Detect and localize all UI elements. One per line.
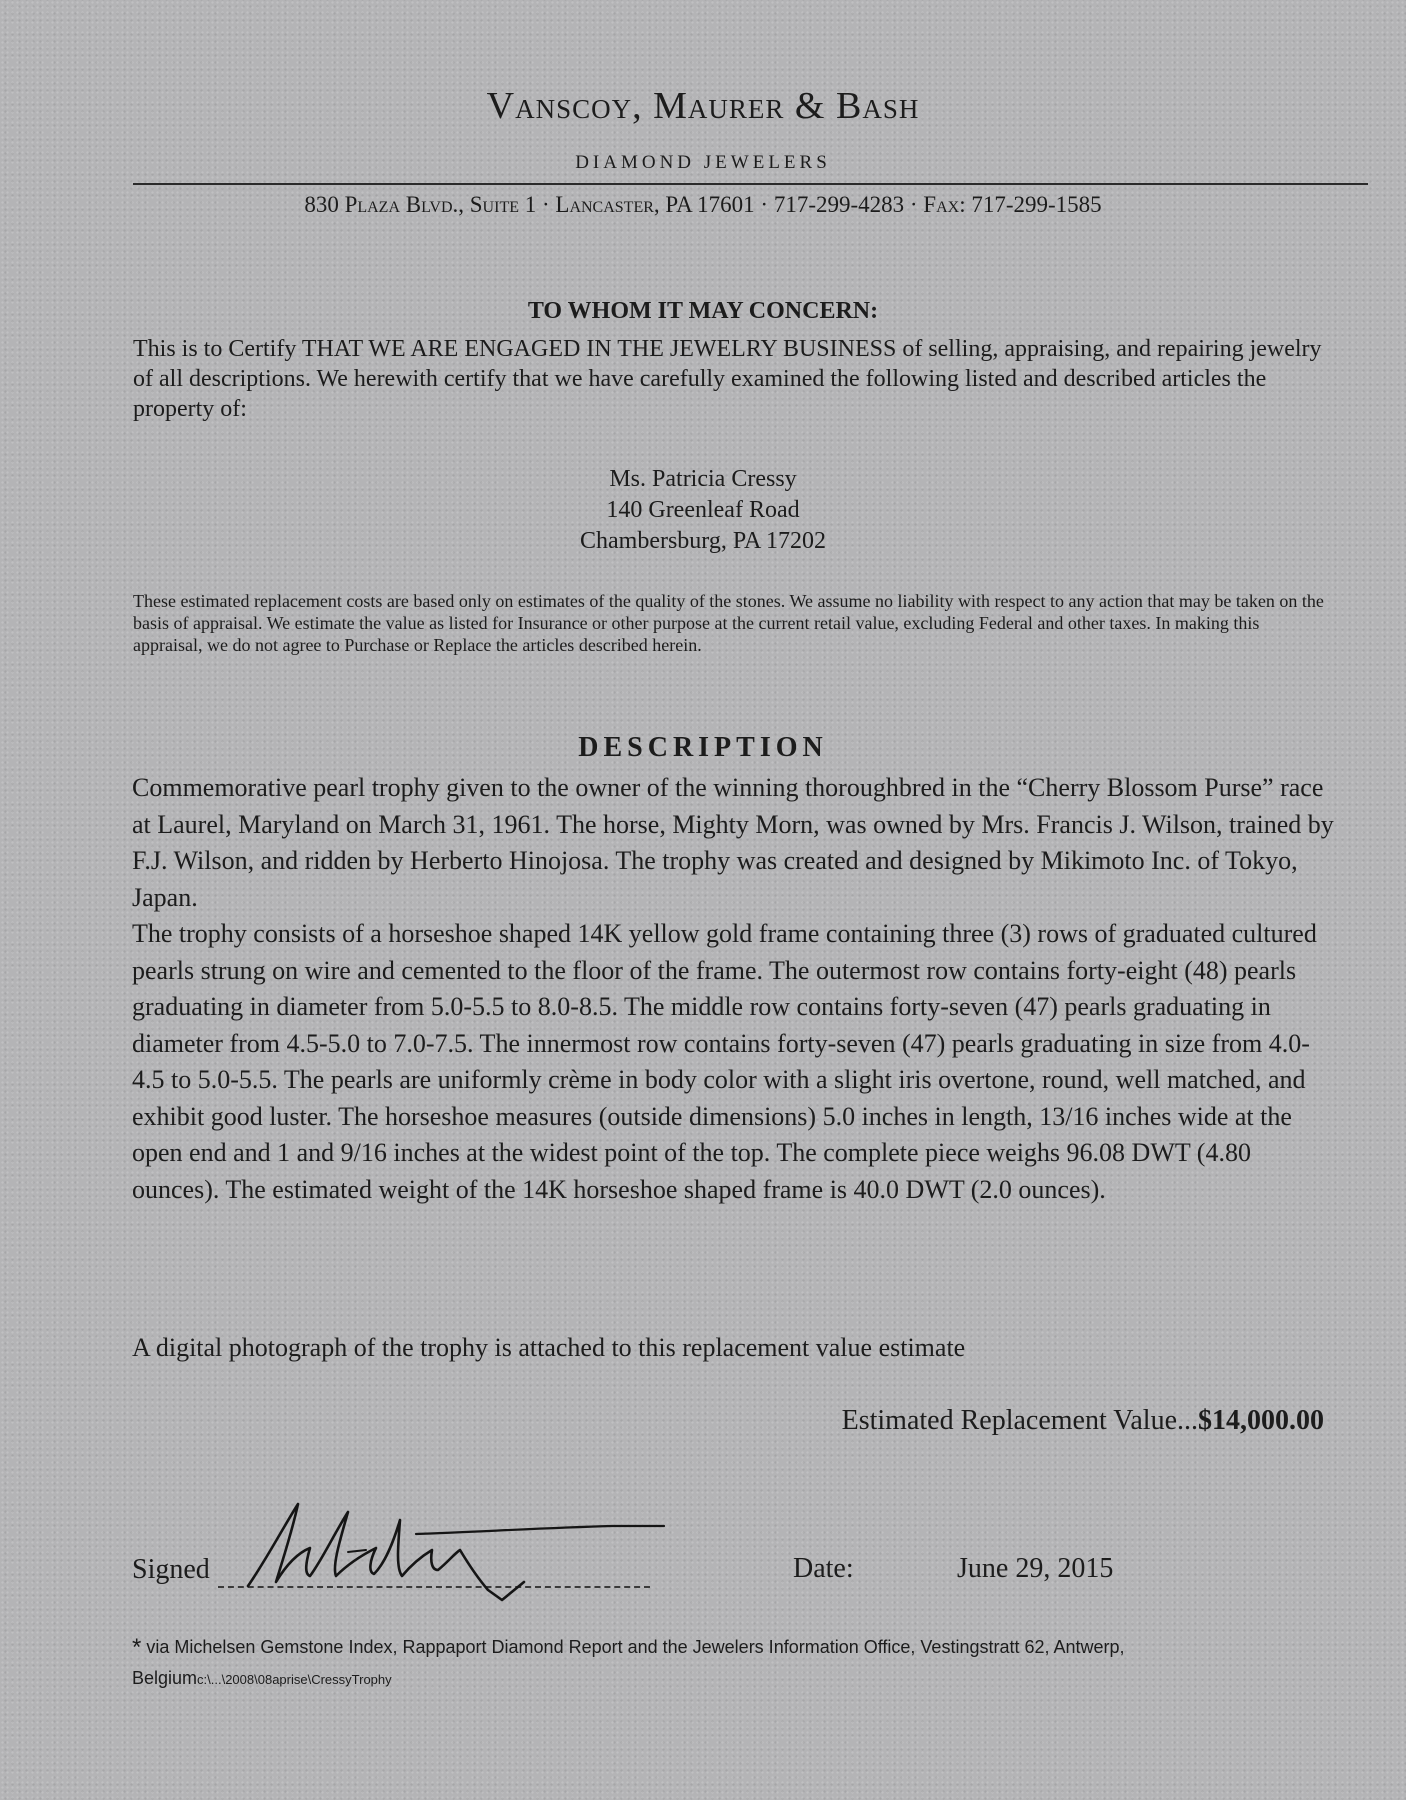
footnote-text: via Michelsen Gemstone Index, Rappaport Diamond Report and the Jewelers Information Office, Vestingstratt 62, Antwerp, Belgium: [132, 1637, 1125, 1688]
certification-intro: This is to Certify THAT WE ARE ENGAGED IN THE JEWELRY BUSINESS of selling, appraising, and repairing jewelry of all descriptions. We herewith certify that we have carefully examined the following listed and described articles the property of:: [133, 336, 1322, 422]
footnote-file-path: c:\...\2008\08aprise\CressyTrophy: [197, 1672, 392, 1687]
source-footnote: [132, 1632, 1332, 1695]
appraisal-disclaimer: These estimated replacement costs are based only on estimates of the quality of the stones. We assume no liability with respect to any action that may be taken on the basis of appraisal. We estimate the value as listed for Insurance or other purpose at the current retail value, excluding Federal and other taxes. In making this appraisal, we do not agree to Purchase or Replace the articles described herein.: [133, 591, 1324, 655]
owner-name: Ms. Patricia Cressy: [609, 466, 797, 492]
salutation-heading: TO WHOM IT MAY CONCERN:: [527, 298, 879, 324]
description-title: DESCRIPTION: [578, 732, 828, 763]
company-name: Vanscoy, Maurer & Bash: [486, 85, 920, 127]
replacement-value-amount: $14,000.00: [1198, 1405, 1324, 1436]
company-subtitle: DIAMOND JEWELERS: [575, 152, 831, 173]
replacement-value: [600, 1405, 1324, 1437]
footnote-asterisk: *: [132, 1634, 142, 1661]
signed-label: Signed: [132, 1554, 210, 1585]
company-address: 830 Plaza Blvd., Suite 1 · Lancaster, PA 17601 · 717-299-4283 · Fax: 717-299-1585: [304, 192, 1102, 217]
handwritten-signature: [240, 1490, 680, 1610]
description-paragraph-details: The trophy consists of a horseshoe shaped 14K yellow gold frame containing three (3) rows of graduated cultured pearls strung on wire and cemented to the floor of the frame. The outermost row contains forty-eight (48) pearls graduating in diameter from 5.0-5.5 to 8.0-8.5. The middle row contains forty-seven (47) pearls graduating in diameter from 4.5-5.0 to 7.0-7.5. The innermost row contains forty-seven (47) pearls graduating in size from 4.0-4.5 to 5.0-5.5. The pearls are uniformly crème in body color with a slight iris overtone, round, well matched, and exhibit good luster. The horseshoe measures (outside dimensions) 5.0 inches in length, 13/16 inches wide at the open end and 1 and 9/16 inches at the widest point of the top. The complete piece weighs 96.08 DWT (4.80 ounces). The estimated weight of the 14K horseshoe shaped frame is 40.0 DWT (2.0 ounces).: [132, 919, 1317, 1204]
date-value: June 29, 2015: [957, 1553, 1114, 1584]
date-label: Date:: [793, 1553, 854, 1584]
owner-address-block: [0, 464, 1406, 557]
attachment-note: A digital photograph of the trophy is attached to this replacement value estimate: [132, 1333, 966, 1362]
owner-city: Chambersburg, PA 17202: [579, 528, 827, 554]
description-body: [132, 770, 1337, 1208]
replacement-value-label: Estimated Replacement Value...: [841, 1405, 1198, 1436]
letterhead-divider: [133, 183, 1368, 185]
description-paragraph-history: Commemorative pearl trophy given to the owner of the winning thoroughbred in the “Cherry Blossom Purse” race at Laurel, Maryland on March 31, 1961. The horse, Mighty Morn, was owned by Mrs. Francis J. Wilson, trained by F.J. Wilson, and ridden by Herberto Hinojosa. The trophy was created and designed by Mikimoto Inc. of Tokyo, Japan.: [132, 773, 1334, 912]
owner-street: 140 Greenleaf Road: [606, 497, 800, 523]
